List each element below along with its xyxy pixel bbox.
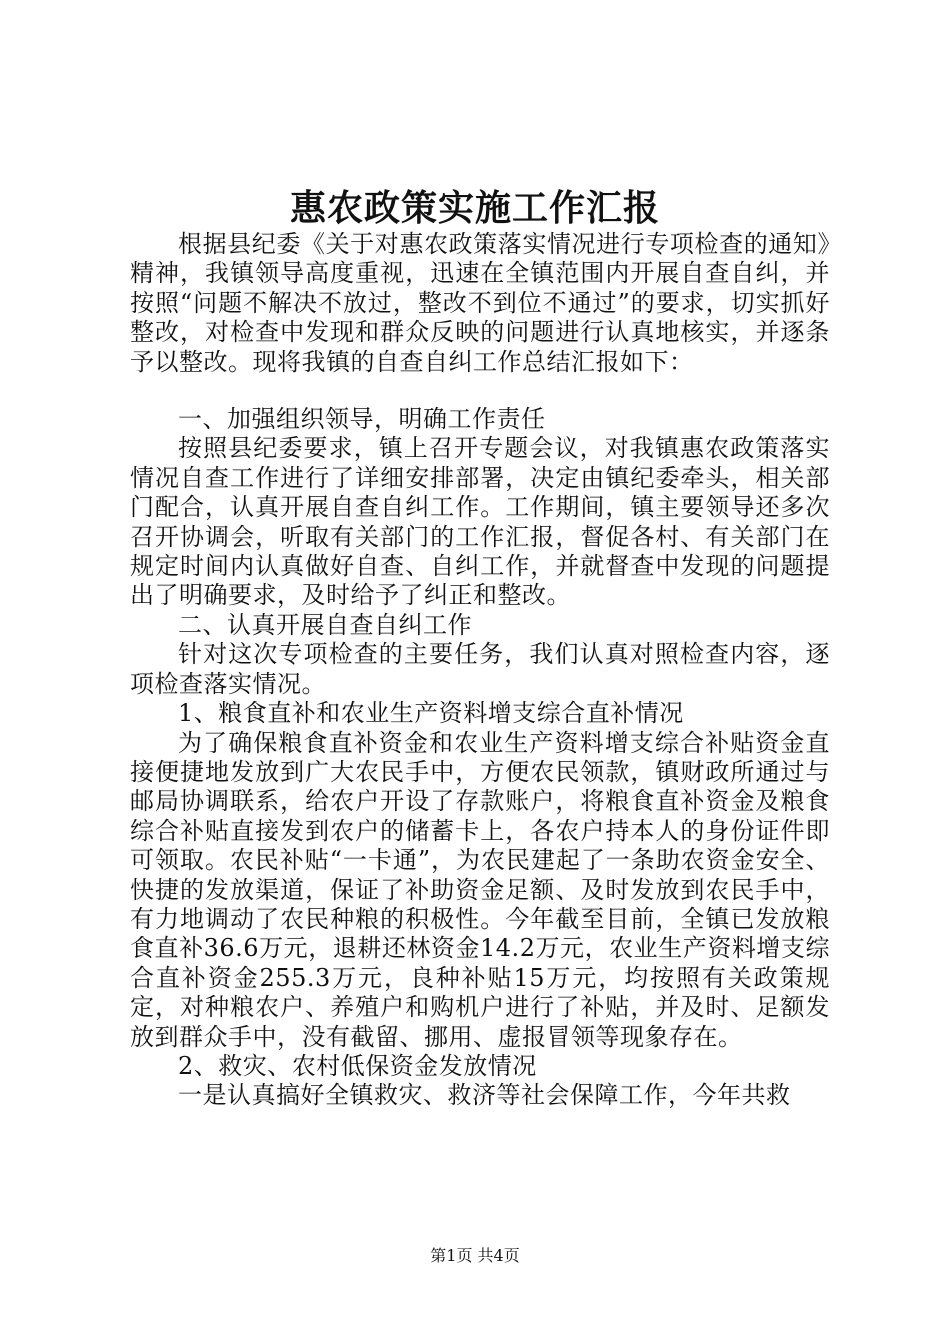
page-number-footer: 第1页 共4页 — [430, 1246, 520, 1265]
paragraph-gap — [130, 377, 830, 405]
document-body — [130, 230, 830, 1111]
intro-paragraph: 根据县纪委《关于对惠农政策落实情况进行专项检查的通知》精神，我镇领导高度重视，迅速在全镇范围内开展自查自纠，并按照“问题不解决不放过，整改不到位不通过”的要求，切实抓好整改，对检查中发现和群众反映的问题进行认真地核实，并逐条予以整改。现将我镇的自查自纠工作总结汇报如下： — [130, 230, 830, 376]
subsection-1-paragraph: 为了确保粮食直补资金和农业生产资料增支综合补贴资金直接便捷地发放到广大农民手中，方便农民领款，镇财政所通过与邮局协调联系，给农户开设了存款账户，将粮食直补资金及粮食综合补贴直接发到农户的储蓄卡上，各农户持本人的身份证件即可领取。农民补贴“一卡通”，为农民建起了一条助农资金安全、快捷的发放渠道，保证了补助资金足额、及时发放到农民手中，有力地调动了农民种粮的积极性。今年截至目前，全镇已发放粮食直补36.6万元，退耕还林资金14.2万元，农业生产资料增支综合直补资金255.3万元，良种补贴15万元，均按照有关政策规定，对种粮农户、养殖户和购机户进行了补贴，并及时、足额发放到群众手中，没有截留、挪用、虚报冒领等现象存在。 — [130, 728, 830, 1051]
section-heading-2: 二、认真开展自查自纠工作 — [178, 610, 472, 639]
document-title: 惠农政策实施工作汇报 — [289, 187, 660, 229]
subsection-heading-1: 1、粮食直补和农业生产资料增支综合直补情况 — [178, 699, 684, 728]
section-heading-1: 一、加强组织领导，明确工作责任 — [178, 405, 546, 434]
subsection-2-paragraph: 一是认真搞好全镇救灾、救济等社会保障工作，今年共救 — [178, 1081, 791, 1110]
section-2-paragraph: 针对这次专项检查的主要任务，我们认真对照检查内容，逐项检查落实情况。 — [130, 640, 830, 698]
subsection-heading-2: 2、救灾、农村低保资金发放情况 — [178, 1051, 537, 1080]
section-1-paragraph: 按照县纪委要求，镇上召开专题会议，对我镇惠农政策落实情况自查工作进行了详细安排部署，决定由镇纪委牵头，相关部门配合，认真开展自查自纠工作。工作期间，镇主要领导还多次召开协调会，听取有关部门的工作汇报，督促各村、有关部门在规定时间内认真做好自查、自纠工作，并就督查中发现的问题提出了明确要求，及时给予了纠正和整改。 — [130, 434, 830, 610]
